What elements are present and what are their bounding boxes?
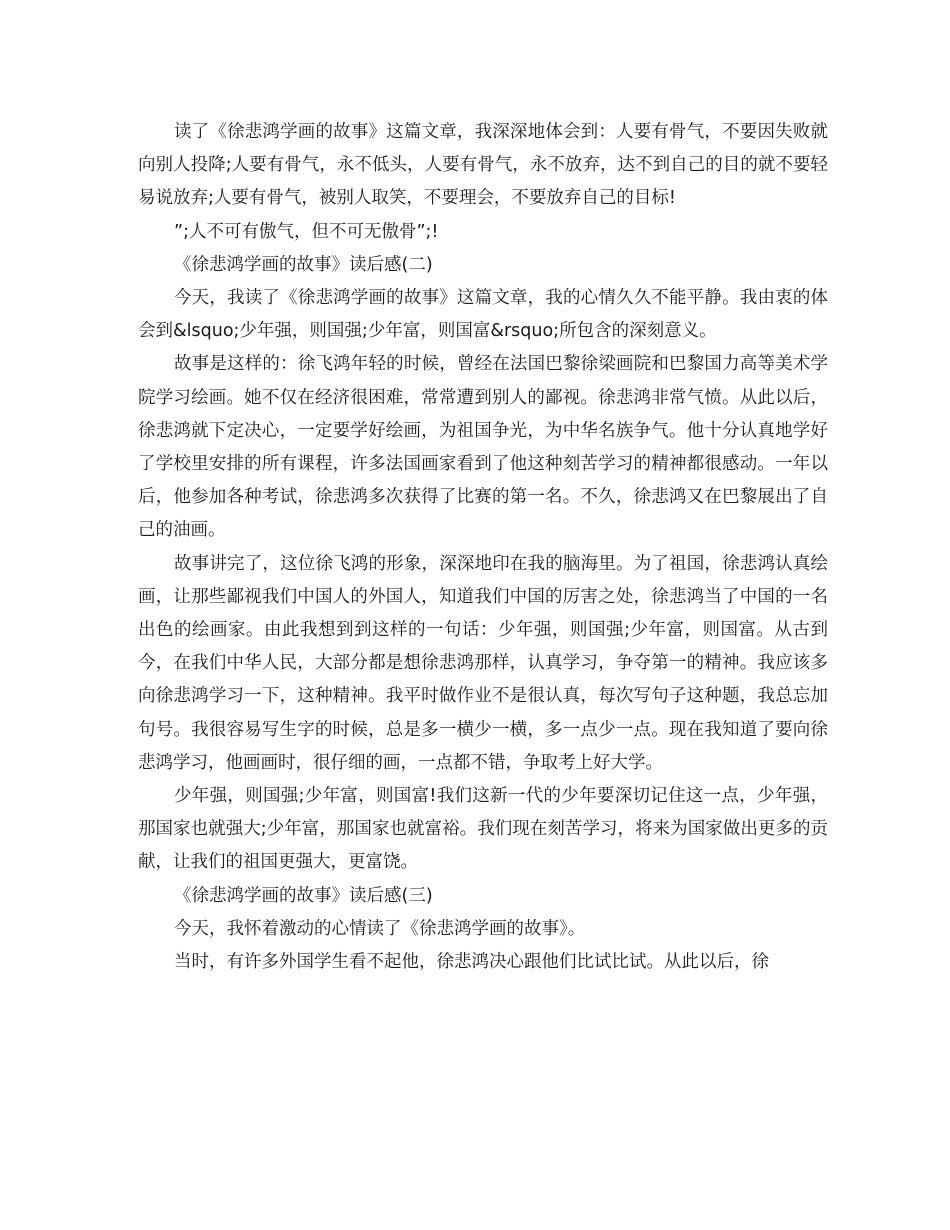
paragraph: 故事是这样的：徐飞鸿年轻的时候，曾经在法国巴黎徐梁画院和巴黎国力高等美术学院学习绘画。她不仅在经济很困难，常常遭到别人的鄙视。徐悲鸿非常气愤。从此以后，徐悲鸿就下定决心，一定要学好绘画，为祖国争光，为中华名族争气。他十分认真地学好了学校里安排的所有课程，许多法国画家看到了他这种刻苦学习的精神都很感动。一年以后，他参加各种考试，徐悲鸿多次获得了比赛的第一名。不久，徐悲鸿又在巴黎展出了自己的油画。 [138, 354, 828, 541]
paragraph-intro: 读了《徐悲鸿学画的故事》这篇文章，我深深地体会到：人要有骨气，不要因失败就向别人投降;人要有骨气，永不低头，人要有骨气，永不放弃，达不到自己的目的就不要轻易说放弃;人要有骨气，被别人取笑，不要理会，不要放弃自己的目标! [138, 122, 828, 209]
paragraph: 今天，我怀着激动的心情读了《徐悲鸿学画的故事》。 [174, 918, 586, 939]
paragraph: 当时，有许多外国学生看不起他，徐悲鸿决心跟他们比试比试。从此以后，徐 [174, 952, 769, 973]
paragraph: 少年强，则国强;少年富，则国富!我们这新一代的少年要深切记住这一点，少年强，那国家也就强大;少年富，那国家也就富裕。我们现在刻苦学习，将来为国家做出更多的贡献，让我们的祖国更强大，更富饶。 [138, 786, 828, 873]
section-heading-3: 《徐悲鸿学画的故事》读后感(三) [174, 885, 433, 906]
document-body [138, 116, 828, 979]
paragraph: 故事讲完了，这位徐飞鸿的形象，深深地印在我的脑海里。为了祖国，徐悲鸿认真绘画，让那些鄙视我们中国人的外国人，知道我们中国的厉害之处，徐悲鸿当了中国的一名出色的绘画家。由此我想到到这样的一句话：少年强，则国强;少年富，则国富。从古到今，在我们中华人民，大部分都是想徐悲鸿那样，认真学习，争夺第一的精神。我应该多向徐悲鸿学习一下，这种精神。我平时做作业不是很认真，每次写句子这种题，我总忘加句号。我很容易写生字的时候，总是多一横少一横，多一点少一点。现在我知道了要向徐悲鸿学习，他画画时，很仔细的画，一点都不错，争取考上好大学。 [138, 553, 828, 773]
paragraph: 今天，我读了《徐悲鸿学画的故事》这篇文章，我的心情久久不能平静。我由衷的体会到&lsquo;少年强，则国强;少年富，则国富&rsquo;所包含的深刻意义。 [138, 288, 828, 342]
section-heading-2: 《徐悲鸿学画的故事》读后感(二) [174, 254, 433, 275]
paragraph-quote: ”;人不可有傲气，但不可无傲骨”;! [174, 221, 439, 242]
